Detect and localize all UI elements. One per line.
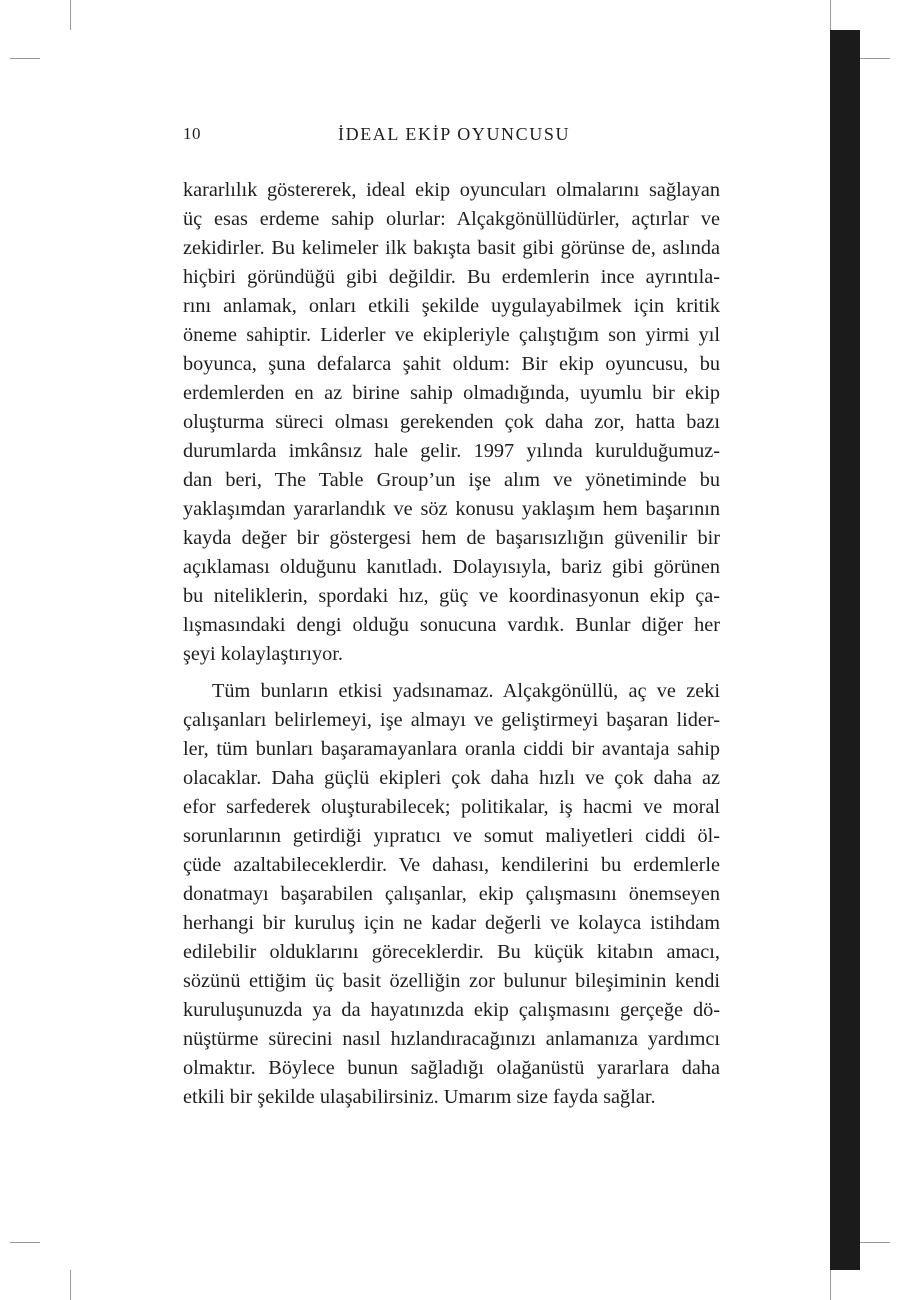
text-line: sözünü ettiğim üç basit özelliğin zor bulunur bileşiminin kendi (183, 970, 720, 992)
paragraph (183, 677, 720, 1112)
text-line: olmaktır. Böylece bunun sağladığı olağanüstü yararlara daha (183, 1057, 720, 1079)
text-line: olacaklar. Daha güçlü ekipleri çok daha hızlı ve çok daha az (183, 767, 720, 789)
text-line: nüştürme sürecini nasıl hızlandıracağınızı anlamanıza yardımcı (183, 1028, 720, 1050)
crop-mark (830, 1270, 831, 1300)
crop-mark (10, 1242, 40, 1243)
text-line: boyunca, şuna defalarca şahit oldum: Bir ekip oyuncusu, bu (183, 353, 720, 375)
text-line: ler, tüm bunları başaramayanlara oranla ciddi bir avantaja sahip (183, 738, 720, 760)
text-line: herhangi bir kuruluş için ne kadar değerli ve kolayca istihdam (183, 912, 720, 934)
text-line: etkili bir şekilde ulaşabilirsiniz. Umarım size fayda sağlar. (183, 1086, 656, 1108)
crop-mark (830, 0, 831, 30)
text-line: donatmayı başarabilen çalışanlar, ekip çalışmasını önemseyen (183, 883, 720, 905)
text-line: çalışanları belirlemeyi, işe almayı ve geliştirmeyi başaran lider- (183, 709, 720, 731)
crop-mark (860, 1242, 890, 1243)
text-line: açıklaması olduğunu kanıtladı. Dolayısıyla, bariz gibi görünen (183, 556, 720, 578)
text-line: sorunlarının getirdiği yıpratıcı ve somut maliyetleri ciddi öl- (183, 825, 720, 847)
text-line: hiçbiri göründüğü gibi değildir. Bu erdemlerin ince ayrıntıla- (183, 266, 720, 288)
text-line: şeyi kolaylaştırıyor. (183, 643, 343, 665)
text-line: oluşturma süreci olması gerekenden çok daha zor, hatta bazı (183, 411, 720, 433)
text-line: lışmasındaki dengi olduğu sonucuna vardık. Bunlar diğer her (183, 614, 720, 636)
text-line: kuruluşunuzda ya da hayatınızda ekip çalışmasını gerçeğe dö- (183, 999, 720, 1021)
crop-mark (70, 1270, 71, 1300)
page-edge-bar (830, 30, 860, 1270)
body-text (183, 176, 720, 1112)
text-line: bu niteliklerin, spordaki hız, güç ve koordinasyonun ekip ça- (183, 585, 720, 607)
text-line: Tüm bunların etkisi yadsınamaz. Alçakgönüllü, aç ve zeki (212, 680, 720, 702)
text-line: dan beri, The Table Group’un işe alım ve yönetiminde bu (183, 469, 720, 491)
text-line: edilebilir olduklarını göreceklerdir. Bu küçük kitabın amacı, (183, 941, 720, 963)
text-line: erdemlerden en az birine sahip olmadığında, uyumlu bir ekip (183, 382, 720, 404)
text-line: kayda değer bir göstergesi hem de başarısızlığın güvenilir bir (183, 527, 720, 549)
text-line: kararlılık göstererek, ideal ekip oyuncuları olmalarını sağlayan (183, 179, 720, 201)
text-line: yaklaşımdan yararlandık ve söz konusu yaklaşım hem başarının (183, 498, 720, 520)
text-line: üç esas erdeme sahip olurlar: Alçakgönüllüdürler, açtırlar ve (183, 208, 720, 230)
text-line: durumlarda imkânsız hale gelir. 1997 yılında kurulduğumuz- (183, 440, 720, 462)
text-line: rını anlamak, onları etkili şekilde uygulayabilmek için kritik (183, 295, 720, 317)
text-line: öneme sahiptir. Liderler ve ekipleriyle çalıştığım son yirmi yıl (183, 324, 720, 346)
crop-mark (70, 0, 71, 30)
crop-mark (860, 58, 890, 59)
running-head (183, 124, 720, 150)
text-line: efor sarfederek oluşturabilecek; politikalar, iş hacmi ve moral (183, 796, 720, 818)
text-line: çüde azaltabileceklerdir. Ve dahası, kendilerini bu erdemlerle (183, 854, 720, 876)
page-number: 10 (183, 124, 201, 143)
text-line: zekidirler. Bu kelimeler ilk bakışta basit gibi görünse de, aslında (183, 237, 720, 259)
crop-mark (10, 58, 40, 59)
running-title: İDEAL EKİP OYUNCUSU (338, 124, 571, 144)
paragraph (183, 176, 720, 669)
